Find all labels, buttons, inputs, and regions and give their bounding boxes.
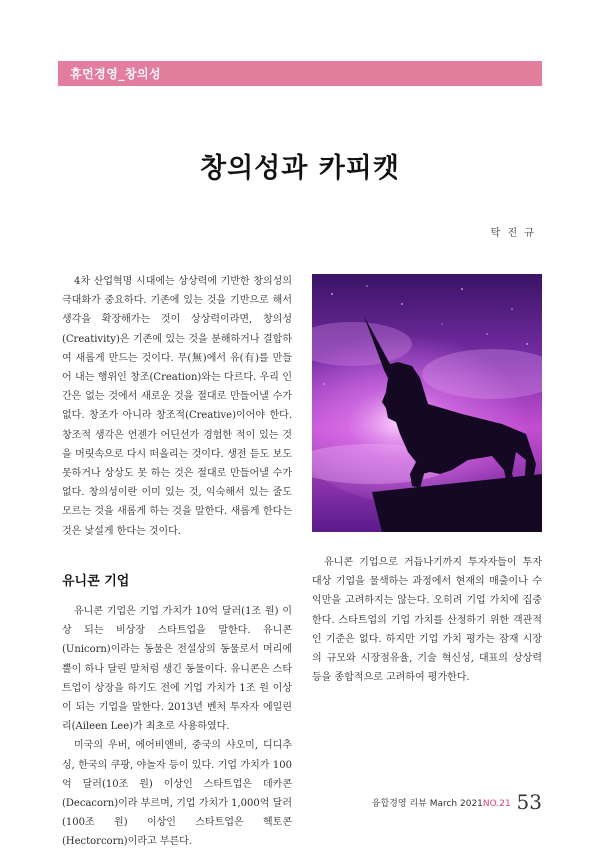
article-author: 탁 진 규 xyxy=(490,228,536,239)
publication-date: March 2021 xyxy=(429,799,483,809)
section-heading-unicorn: 유니콘 기업 xyxy=(62,574,130,589)
page-number: 53 xyxy=(516,790,542,814)
unicorn-column-left xyxy=(62,602,292,852)
unicorn-paragraph-2: 미국의 우버, 에어비앤비, 중국의 샤오미, 디디추싱, 한국의 쿠팡, 야놀자 등이 있다. 기업 가치가 100억 달러(10조 원) 이상인 스타트업은 데카콘(Decacorn)이라 부르며, 기업 가치가 1,000억 달러(100조 원) 이상인 스타트업은 헥토콘(Hectorcorn)이라고 부른다. xyxy=(62,740,292,848)
unicorn-column-right xyxy=(312,553,542,687)
page-footer xyxy=(372,790,542,814)
section-label: 휴먼경영_창의성 xyxy=(70,67,162,81)
intro-paragraph: 4차 산업혁명 시대에는 상상력에 기반한 창의성의 극대화가 중요하다. 기존에 있는 것을 기반으로 해서 생각을 확장해가는 것이 상상력이라면, 창의성(Creativity)은 기존에 있는 것을 분해하거나 결합하여 새롭게 만드는 것이다. 무(無)에서 유(有)를 만들어 내는 행위인 창조(Creation)와는 다르다. 우리 인간은 없는 것에서 새로운 것을 절대로 만들어낼 수가 없다. 창조가 아니라 창조적(Creative)이어야 한다. 창조적 생각은 언젠가 어딘선가 경험한 적이 있는 것을 머릿속으로 다시 떠올리는 것이다. 생전 듣도 보도 못하거나 상상도 못 하는 것은 절대로 만들어낼 수가 없다. 창의성이란 이미 있는 것, 익숙해서 있는 줄도 모르는 것을 새롭게 하는 것을 말한다. 새롭게 한다는 것은 낯설게 한다는 것이다. xyxy=(62,276,292,537)
publication-name: 융합경영 리뷰 xyxy=(371,799,427,809)
article-title: 창의성과 카피캣 xyxy=(200,153,400,184)
intro-column xyxy=(62,272,292,541)
unicorn-paragraph-3: 유니콘 기업으로 거듭나기까지 투자자들이 투자 대상 기업을 물색하는 과정에서 현재의 매출이나 수익만을 고려하지는 않는다. 오히려 기업 가치에 집중한다. 스타트업의 기업 가치를 산정하기 위한 객관적인 기준은 없다. 하지만 기업 가치 평가는 잠재 시장의 규모와 시장점유율, 기술 혁신성, 대표의 상상력 등을 종합적으로 고려하여 평가한다. xyxy=(312,557,542,684)
section-header-bar xyxy=(58,61,542,86)
issue-number: NO.21 xyxy=(482,799,511,809)
unicorn-paragraph-1: 유니콘 기업은 기업 가치가 10억 달러(1조 원) 이상 되는 비상장 스타트업을 말한다. 유니콘(Unicorn)이라는 동물은 전설상의 동물로서 머리에 뿔이 하나 달린 말처럼 생긴 동물이다. 유니콘은 스타트업이 상장을 하기도 전에 기업 가치가 1조 원 이상이 되는 기업을 말한다. 2013년 벤처 투자자 에일린 리(Aileen Lee)가 최초로 사용하였다. xyxy=(62,606,292,733)
unicorn-silhouette-image xyxy=(312,274,542,532)
